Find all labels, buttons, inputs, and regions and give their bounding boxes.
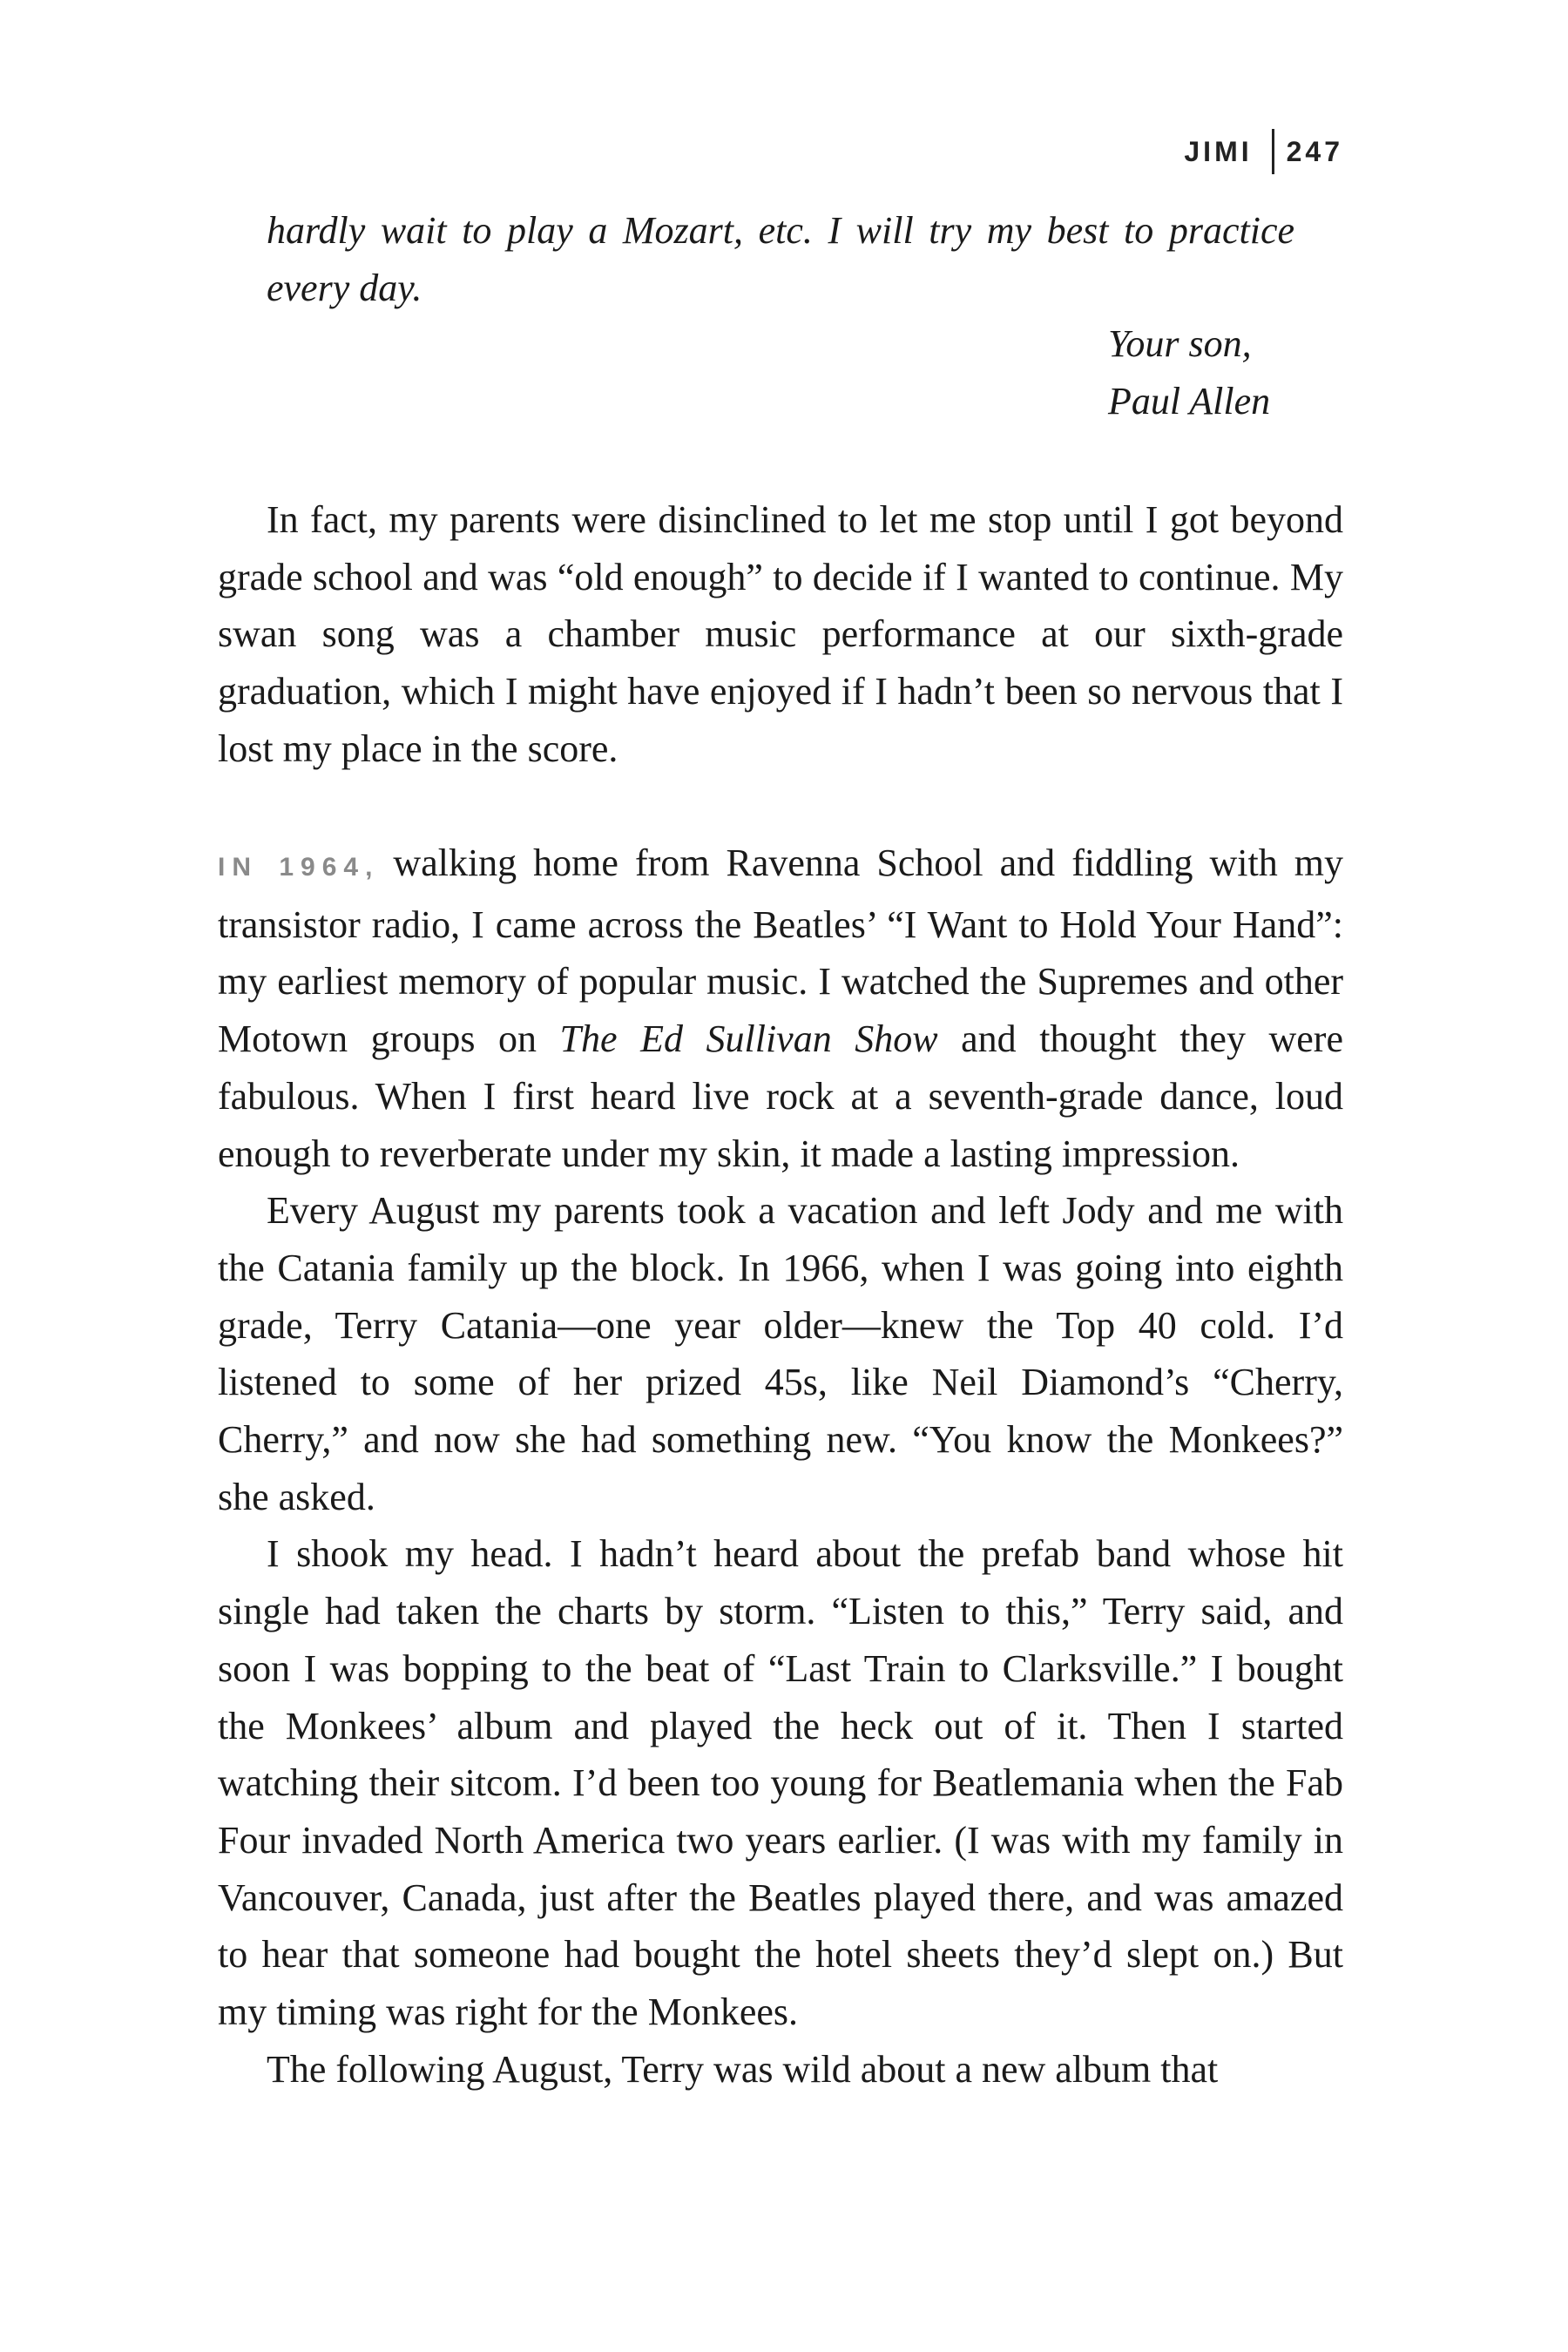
letter-excerpt [267,202,1294,317]
paragraph: I shook my head. I hadn’t heard about the prefab band whose hit single had taken the charts by storm. “Listen to this,” Terry said, and soon I was bopping to the beat of “Last Train to Clarksville.” I bought the Monkees’ album and played the heck out of it. Then I started watching their sitcom. I’d been too young for Beatlemania when the Fab Four invaded North America two years earlier. (I was with my family in Vancouver, Canada, just after the Beatles played there, and was amazed to hear that someone had bought the hotel sheets they’d slept on.) But my timing was right for the Monkees. [218,1532,1343,2034]
section-lead-in: IN 1964, [218,853,380,882]
body-section-2 [218,835,1343,2098]
letter-text: hardly wait to play a Mozart, etc. I will try my best to practice every day. [267,209,1294,309]
paragraph: In fact, my parents were disinclined to let me stop until I got beyond grade school and was “old enough” to decide if I wanted to continue. My swan song was a chamber music performance at our sixth-grade graduation, which I might have enjoyed if I hadn’t been so nervous that I lost my place in the score. [218,498,1343,770]
running-title: JIMI [1184,135,1253,167]
show-title: The Ed Sullivan Show [559,1017,938,1061]
letter-signoff [1108,315,1270,430]
paragraph: The following August, Terry was wild about a new album that [267,2047,1219,2091]
header-divider [1272,129,1274,174]
running-header [1184,129,1343,174]
paragraph-text: walking home from Ravenna School and fiddling with my transistor radio, I came across the Beatles’ “I Want to Hold Your Hand”: my earliest memory of popular music. I watched the Supremes and other Motown groups on [218,841,1343,1061]
body-section-1 [218,491,1343,778]
page-number: 247 [1286,135,1343,167]
letter-signature: Paul Allen [1108,380,1271,422]
letter-closing: Your son, [1108,322,1252,365]
paragraph-text: and thought they were fabulous. When I first heard live rock at a seventh-grade dance, loud enough to reverberate under my skin, it made a lasting impression. [218,1017,1343,1175]
paragraph-lead [218,835,1343,1182]
paragraph: Every August my parents took a vacation and left Jody and me with the Catania family up the block. In 1966, when I was going into eighth grade, Terry Catania—one year older—knew the Top 40 cold. I’d listened to some of her prized 45s, like Neil Diamond’s “Cherry, Cherry,” and now she had something new. “You know the Monkees?” she asked. [218,1189,1343,1518]
